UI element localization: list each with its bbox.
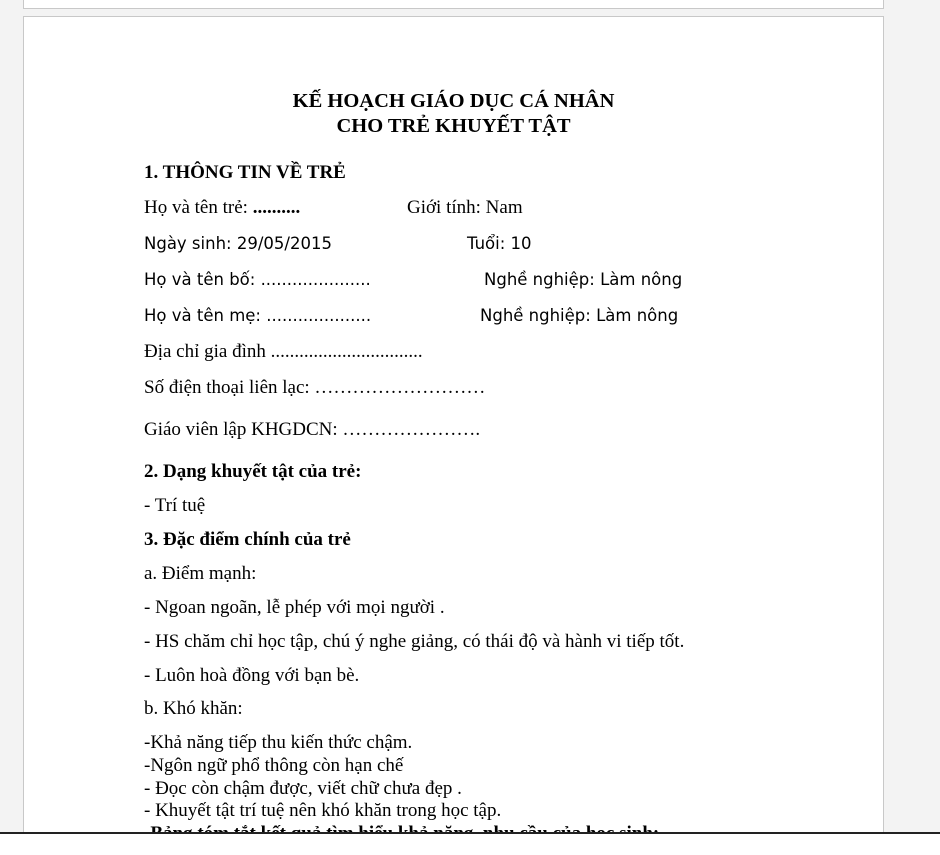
father-job-field: Nghề nghiệp: Làm nông	[484, 270, 683, 289]
strengths-label: a. Điểm mạnh:	[144, 563, 257, 584]
disability-type-item: - Trí tuệ	[144, 495, 206, 516]
child-name-field	[144, 197, 300, 219]
father-name-field: Họ và tên bố: .....................	[144, 270, 371, 289]
difficulty-item: -Ngôn ngữ phổ thông còn hạn chế	[144, 755, 404, 776]
gender-field: Giới tính: Nam	[407, 197, 523, 218]
section-2-heading: 2. Dạng khuyết tật của trẻ:	[144, 461, 362, 482]
child-name-value: ..........	[252, 197, 301, 218]
below-viewport-area	[0, 834, 940, 855]
document-title-line-2: CHO TRẺ KHUYẾT TẬT	[336, 115, 571, 137]
teacher-field: Giáo viên lập KHGDCN: ………………….	[144, 419, 481, 440]
section-3-heading: 3. Đặc điểm chính của trẻ	[144, 529, 351, 550]
difficulty-item: - Đọc còn chậm được, viết chữ chưa đẹp .	[144, 778, 462, 799]
age-field: Tuổi: 10	[467, 234, 532, 253]
previous-page-edge	[23, 0, 884, 9]
mother-name-field: Họ và tên mẹ: ....................	[144, 306, 372, 325]
strength-item: - Luôn hoà đồng với bạn bè.	[144, 665, 360, 686]
section-1-heading: 1. THÔNG TIN VỀ TRẺ	[144, 162, 346, 183]
document-page	[23, 16, 884, 848]
difficulties-label: b. Khó khăn:	[144, 698, 243, 719]
difficulty-item: - Khuyết tật trí tuệ nên khó khăn trong học tập.	[144, 800, 502, 821]
mother-job-field: Nghề nghiệp: Làm nông	[480, 306, 679, 325]
child-name-label: Họ và tên trẻ:	[144, 197, 253, 218]
document-title-line-1: KẾ HOẠCH GIÁO DỤC CÁ NHÂN	[292, 90, 615, 112]
date-of-birth-field: Ngày sinh: 29/05/2015	[144, 234, 332, 253]
strength-item: - HS chăm chỉ học tập, chú ý nghe giảng, có thái độ và hành vi tiếp tốt.	[144, 631, 685, 652]
phone-field: Số điện thoại liên lạc: ………………………	[144, 377, 486, 398]
strength-item: - Ngoan ngoãn, lễ phép với mọi người .	[144, 597, 445, 618]
address-field: Địa chỉ gia đình ................................	[144, 341, 423, 362]
difficulty-item: -Khả năng tiếp thu kiến thức chậm.	[144, 732, 413, 753]
